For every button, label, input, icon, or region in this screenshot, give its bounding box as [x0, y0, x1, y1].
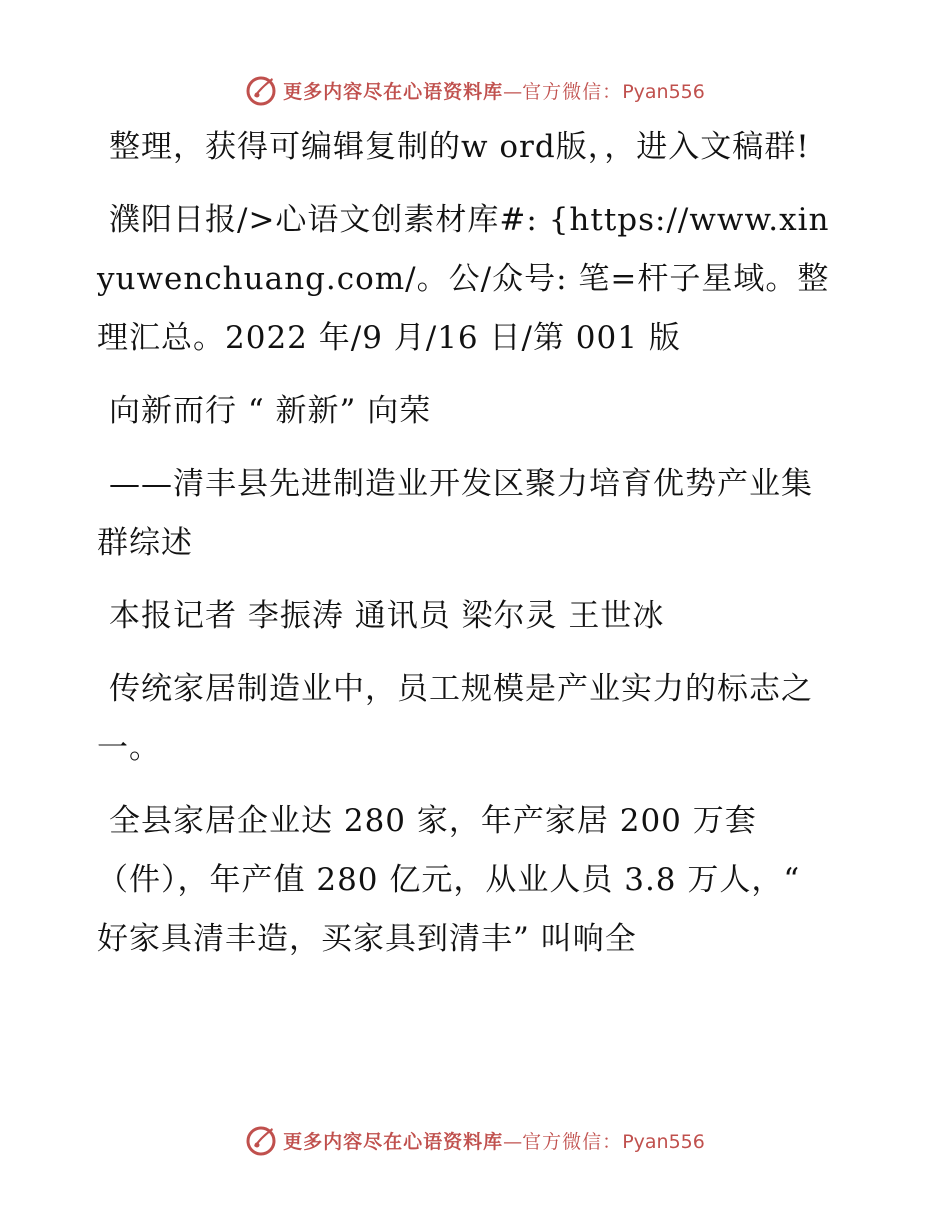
banner-dash: —: [503, 1130, 523, 1153]
banner-wechat-id: Pyan556: [622, 1130, 705, 1153]
article-byline: 本报记者 李振涛 通讯员 梁尔灵 王世冰: [109, 598, 665, 634]
footer-banner: [0, 1120, 950, 1160]
header-banner: [0, 70, 950, 110]
banner-content: [245, 74, 705, 106]
document-body: [97, 118, 837, 983]
paragraph-intro: 整理，获得可编辑复制的w ord版，，进入文稿群!: [109, 129, 810, 165]
paragraph-body-1: 传统家居制造业中，员工规模是产业实力的标志之一。: [97, 671, 813, 766]
article-title: 向新而行 “ 新新” 向荣: [109, 393, 432, 429]
brush-circle-logo-icon: [245, 74, 277, 106]
paragraph-source: 濮阳日报/>心语文创素材库#: {https://www.xinyuwenchuang.com/。公/众号: 笔=杆子星域。整理汇总。2022 年/9 月/16 日/第 001 版: [97, 202, 830, 356]
article-subtitle: ——清丰县先进制造业开发区聚力培育优势产业集群综述: [97, 466, 813, 561]
banner-wechat-label: 官方微信：: [522, 1130, 623, 1153]
banner-dash: —: [503, 80, 523, 103]
banner-main-text: 更多内容尽在心语资料库: [283, 1130, 504, 1153]
brush-circle-logo-icon: [245, 1124, 277, 1156]
banner-main-text: 更多内容尽在心语资料库: [283, 80, 504, 103]
banner-wechat-id: Pyan556: [622, 80, 705, 103]
banner-content: [245, 1124, 705, 1156]
banner-wechat-label: 官方微信：: [522, 80, 623, 103]
paragraph-body-2: 全县家居企业达 280 家，年产家居 200 万套（件），年产值 280 亿元，从业人员 3.8 万人，“ 好家具清丰造，买家具到清丰” 叫响全: [97, 803, 801, 957]
